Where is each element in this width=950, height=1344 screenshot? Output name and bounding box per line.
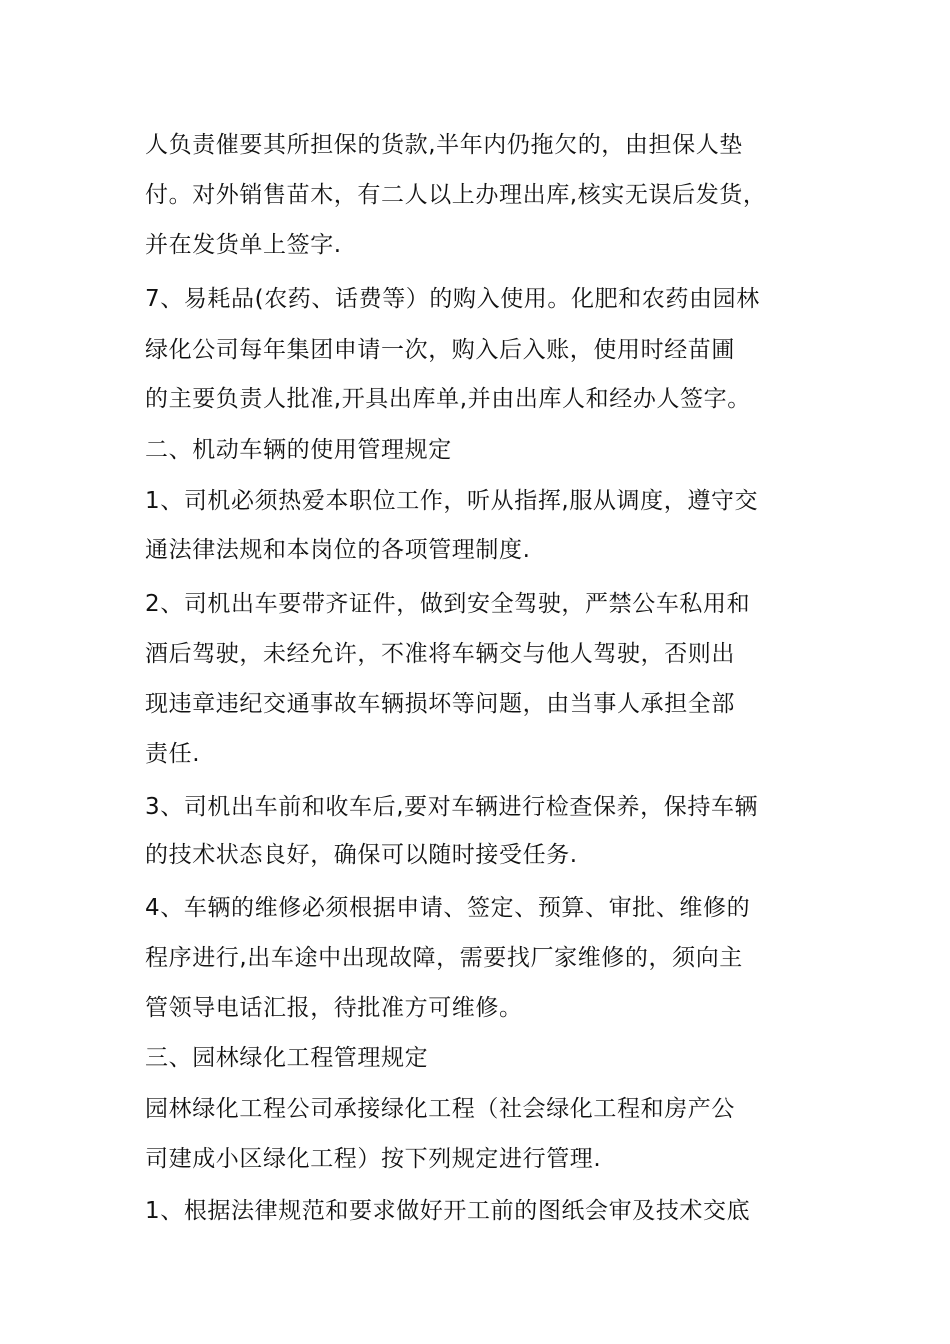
text-line: 绿化公司每年集团申请一次，购入后入账，使用时经苗圃 (145, 337, 735, 363)
text-line: 的技术状态良好，确保可以随时接受任务. (145, 842, 578, 868)
text-line: 酒后驾驶，未经允许，不准将车辆交与他人驾驶，否则出 (145, 641, 735, 667)
section-heading-vehicles: 二、机动车辆的使用管理规定 (145, 437, 452, 463)
list-item-1: 1、司机必须热爱本职位工作，听从指挥,服从调度，遵守交 (145, 488, 759, 514)
text-line: 并在发货单上签字. (145, 232, 342, 258)
list-item-1: 1、根据法律规范和要求做好开工前的图纸会审及技术交底 (145, 1198, 751, 1224)
text-line: 人负责催要其所担保的货款,半年内仍拖欠的，由担保人垫 (145, 132, 743, 158)
text-line: 付。对外销售苗木，有二人以上办理出库,核实无误后发货， (145, 182, 767, 208)
text-line: 通法律法规和本岗位的各项管理制度. (145, 537, 531, 563)
text-line: 现违章违纪交通事故车辆损坏等问题，由当事人承担全部 (145, 691, 735, 717)
text-line: 责任. (145, 741, 201, 767)
list-item-3: 3、司机出车前和收车后,要对车辆进行检查保养，保持车辆 (145, 794, 759, 820)
text-line: 的主要负责人批准,开具出库单,并由出库人和经办人签字。 (145, 386, 751, 412)
section-heading-landscaping: 三、园林绿化工程管理规定 (145, 1045, 429, 1071)
list-item-2: 2、司机出车要带齐证件，做到安全驾驶，严禁公车私用和 (145, 591, 751, 617)
text-line: 司建成小区绿化工程）按下列规定进行管理. (145, 1146, 602, 1172)
text-line: 程序进行,出车途中出现故障，需要找厂家维修的，须向主 (145, 945, 743, 971)
list-item-7: 7、易耗品(农药、话费等）的购入使用。化肥和农药由园林 (145, 286, 760, 312)
text-line: 管领导电话汇报，待批准方可维修。 (145, 995, 523, 1021)
text-line: 园林绿化工程公司承接绿化工程（社会绿化工程和房产公 (145, 1096, 735, 1122)
list-item-4: 4、车辆的维修必须根据申请、签定、预算、审批、维修的 (145, 895, 751, 921)
